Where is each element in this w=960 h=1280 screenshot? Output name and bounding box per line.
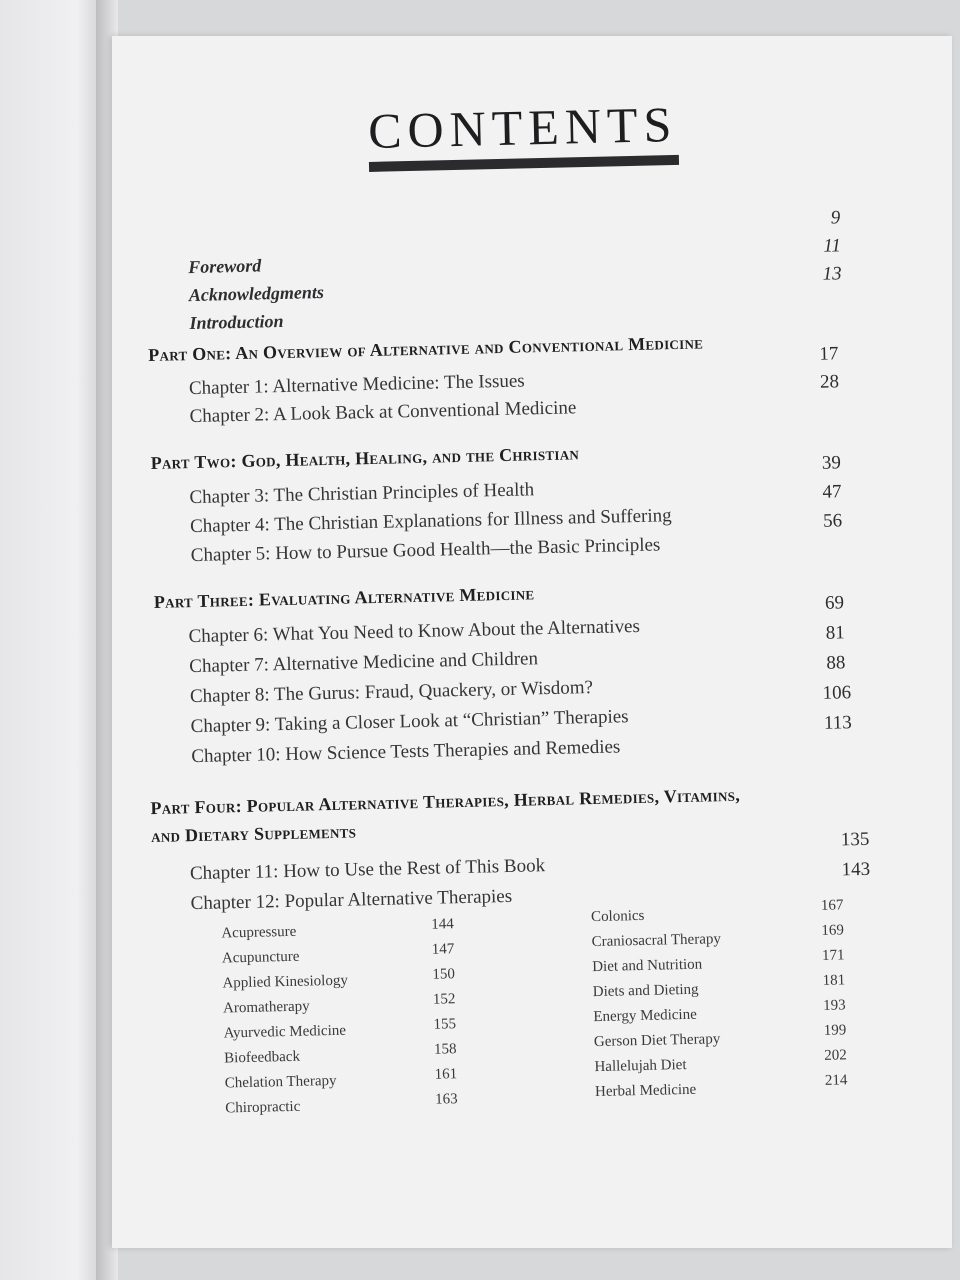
therapy-item: Acupressure: [221, 923, 297, 942]
front-matter-page: 13: [822, 263, 842, 285]
front-matter-acknowledgments: Acknowledgments: [188, 282, 325, 306]
therapy-page: 193: [822, 997, 846, 1014]
chapter-1-page: 17: [819, 343, 839, 365]
facing-page-edge: [0, 0, 110, 1280]
part-two-title: Part Two: God, Health, Healing, and the Christian: [150, 443, 580, 473]
therapy-page: 155: [433, 1016, 457, 1033]
chapter-8-page: 88: [826, 652, 846, 674]
therapy-page: 167: [820, 897, 844, 914]
therapy-item: Acupuncture: [221, 948, 300, 967]
part-one-title: Part One: An Overview of Alternative and Conventional Medicine: [148, 332, 704, 366]
therapy-item: Chelation Therapy: [224, 1072, 337, 1092]
chapter-1: Chapter 1: Alternative Medicine: The Issues: [188, 370, 525, 400]
therapy-item: Applied Kinesiology: [222, 972, 349, 992]
chapter-9-page: 106: [822, 682, 852, 704]
chapter-2: Chapter 2: A Look Back at Conventional Medicine: [189, 397, 577, 428]
therapy-page: 202: [824, 1047, 847, 1064]
therapy-page: 163: [435, 1091, 458, 1108]
chapter-5-page: 56: [822, 510, 843, 532]
chapter-4: Chapter 4: The Christian Explanations for Illness and Suffering: [189, 505, 672, 538]
therapy-item: Ayurvedic Medicine: [223, 1022, 347, 1042]
chapter-3: Chapter 3: The Christian Principles of Health: [189, 479, 535, 509]
therapy-page: 147: [431, 941, 455, 958]
therapy-page: 171: [821, 947, 845, 964]
therapy-page: 181: [822, 972, 846, 989]
chapter-3-page: 39: [821, 452, 842, 474]
therapy-page: 158: [433, 1041, 457, 1058]
therapy-item: Energy Medicine: [593, 1006, 697, 1026]
front-matter-page: 9: [830, 207, 841, 229]
therapy-item: Craniosacral Therapy: [591, 931, 722, 951]
chapter-7-page: 81: [825, 622, 845, 644]
chapter-6: Chapter 6: What You Need to Know About the Alternatives: [188, 615, 641, 648]
therapy-item: Diets and Dieting: [592, 981, 699, 1001]
therapy-page: 199: [823, 1022, 847, 1039]
part-four-title-line1: Part Four: Popular Alternative Therapies, Herbal Remedies, Vitamins,: [150, 784, 741, 819]
therapy-page: 150: [432, 966, 456, 983]
chapter-11: Chapter 11: How to Use the Rest of This Book: [189, 855, 546, 885]
therapy-item: Hallelujah Diet: [594, 1056, 687, 1076]
chapter-9: Chapter 9: Taking a Closer Look at “Christian” Therapies: [190, 706, 629, 738]
therapy-item: Colonics: [590, 907, 645, 926]
chapter-10-page: 113: [823, 712, 852, 734]
therapy-item: Diet and Nutrition: [592, 956, 703, 976]
therapy-item: Chiropractic: [225, 1098, 301, 1117]
chapter-11-page: 135: [840, 828, 870, 851]
front-matter-introduction: Introduction: [189, 310, 284, 334]
therapy-page: 169: [821, 922, 845, 939]
therapy-item: Biofeedback: [224, 1048, 301, 1067]
contents-page: [112, 36, 952, 1248]
therapy-page: 161: [434, 1066, 458, 1083]
chapter-10: Chapter 10: How Science Tests Therapies and Remedies: [191, 736, 621, 768]
therapy-page: 144: [431, 916, 454, 933]
page-title: CONTENTS: [367, 95, 678, 159]
chapter-4-page: 47: [822, 481, 842, 503]
chapter-2-page: 28: [819, 371, 840, 393]
therapy-item: Aromatherapy: [222, 998, 310, 1017]
therapy-item: Herbal Medicine: [594, 1081, 697, 1101]
part-three-title: Part Three: Evaluating Alternative Medicine: [153, 583, 535, 612]
front-matter-page: 11: [823, 235, 842, 257]
part-four-title-line2: and Dietary Supplements: [150, 821, 357, 847]
chapter-12: Chapter 12: Popular Alternative Therapies: [190, 885, 513, 915]
contents-page-content: [111, 27, 960, 1258]
therapy-page: 214: [824, 1072, 848, 1089]
chapter-7: Chapter 7: Alternative Medicine and Children: [189, 648, 539, 678]
chapter-5: Chapter 5: How to Pursue Good Health—the Basic Principles: [190, 534, 661, 567]
front-matter-foreword: Foreword: [188, 255, 262, 278]
chapter-6-page: 69: [824, 592, 845, 614]
therapy-item: Gerson Diet Therapy: [593, 1031, 721, 1051]
chapter-12-page: 143: [841, 858, 871, 881]
therapy-page: 152: [432, 991, 456, 1008]
chapter-8: Chapter 8: The Gurus: Fraud, Quackery, or Wisdom?: [189, 677, 594, 708]
